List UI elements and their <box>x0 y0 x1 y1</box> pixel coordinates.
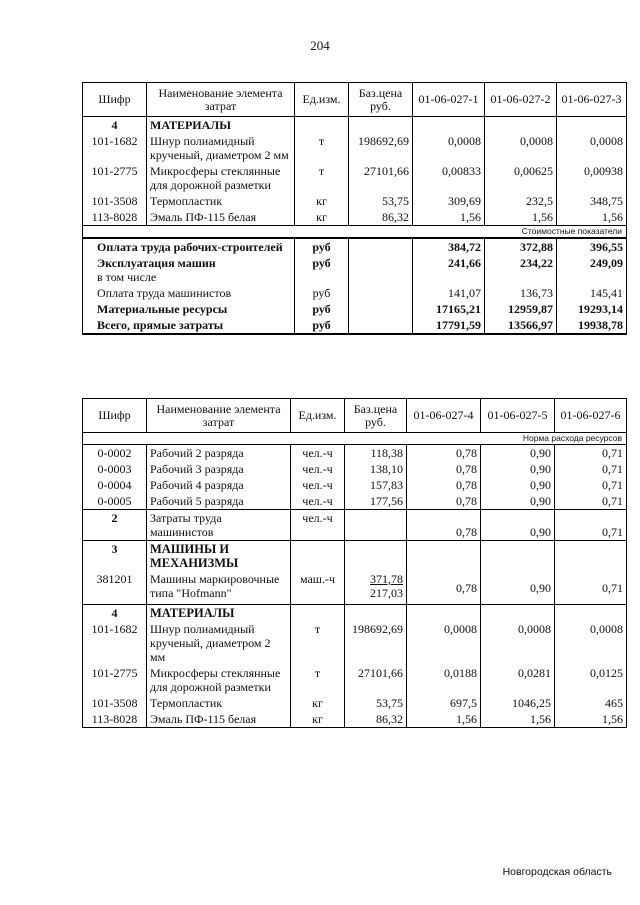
summary-value: 17791,59 <box>413 317 485 334</box>
cell-price-secondary: 217,03 <box>370 586 403 600</box>
header-unit: Ед.изм. <box>295 83 349 117</box>
cell-price: 86,32 <box>345 711 407 728</box>
band-row <box>83 433 627 445</box>
header-col-5: 01-06-027-5 <box>481 399 555 433</box>
cell-name: Рабочий 2 разряда <box>147 445 291 462</box>
table-row <box>83 193 627 209</box>
header-unit: Ед.изм. <box>291 399 345 433</box>
cell-value: 0,78 <box>407 477 481 493</box>
cell-value: 0,00833 <box>413 163 485 193</box>
table-row <box>83 605 627 622</box>
cell-value: 0,0281 <box>481 665 555 695</box>
cell-price: 53,75 <box>349 193 413 209</box>
summary-unit: руб <box>295 317 349 334</box>
cell-name: Термопластик <box>147 695 291 711</box>
cell-value: 0,0008 <box>407 621 481 665</box>
cell-value: 0,71 <box>555 477 627 493</box>
cell-value: 0,00938 <box>557 163 627 193</box>
resource-norm-band: Норма расхода ресурсов <box>83 433 627 445</box>
summary-row <box>83 255 627 285</box>
cell-value: 1,56 <box>407 711 481 728</box>
cell-code: 2 <box>83 510 147 541</box>
summary-value: 19293,14 <box>557 301 627 317</box>
cell-unit: чел.-ч <box>291 493 345 510</box>
summary-row <box>83 285 627 301</box>
cell-name: Эмаль ПФ-115 белая <box>147 209 295 226</box>
cell-code: 4 <box>83 605 147 622</box>
cell-unit: т <box>291 621 345 665</box>
cell-unit: кг <box>291 711 345 728</box>
table-row <box>83 571 627 605</box>
header-price: Баз.цена руб. <box>349 83 413 117</box>
cell-value: 465 <box>555 695 627 711</box>
cell-code: 381201 <box>83 571 147 605</box>
cell-code: 0-0005 <box>83 493 147 510</box>
cell-price: 118,38 <box>345 445 407 462</box>
cell-value: 0,78 <box>407 571 481 605</box>
cell-price: 371,78 <box>370 572 403 586</box>
cell-code: 101-2775 <box>83 163 147 193</box>
table-row <box>83 695 627 711</box>
cell-price: 86,32 <box>349 209 413 226</box>
cell-code: 4 <box>83 117 147 134</box>
cell-value: 0,90 <box>481 493 555 510</box>
cell-value: 1,56 <box>485 209 557 226</box>
cell-name: Рабочий 4 разряда <box>147 477 291 493</box>
cell-unit: кг <box>295 193 349 209</box>
cell-unit: кг <box>295 209 349 226</box>
summary-row <box>83 238 627 255</box>
cell-value: 0,90 <box>481 510 555 541</box>
cell-price: 157,83 <box>345 477 407 493</box>
band-row <box>83 226 627 239</box>
cell-value: 0,78 <box>407 493 481 510</box>
summary-unit: руб <box>295 255 349 285</box>
cell-value: 0,90 <box>481 571 555 605</box>
cell-price: 138,10 <box>345 461 407 477</box>
summary-row <box>83 317 627 334</box>
summary-value: 384,72 <box>413 238 485 255</box>
header-name: Наименование элемента затрат <box>147 399 291 433</box>
cell-unit: чел.-ч <box>291 477 345 493</box>
cell-value: 0,90 <box>481 445 555 462</box>
cell-value: 0,0008 <box>555 621 627 665</box>
table-header-row <box>83 83 627 117</box>
summary-label: Эксплуатация машин <box>97 256 216 270</box>
cell-value: 0,90 <box>481 477 555 493</box>
section-title: МАТЕРИАЛЫ <box>147 117 295 134</box>
cell-unit: чел.-ч <box>291 461 345 477</box>
table-row <box>83 163 627 193</box>
table-row <box>83 541 627 572</box>
cell-unit: кг <box>291 695 345 711</box>
summary-value: 145,41 <box>557 285 627 301</box>
header-code: Шифр <box>83 83 147 117</box>
cell-code: 113-8028 <box>83 711 147 728</box>
table-row <box>83 665 627 695</box>
cell-value: 1,56 <box>481 711 555 728</box>
cell-code: 101-3508 <box>83 193 147 209</box>
section-title: МАТЕРИАЛЫ <box>147 605 291 622</box>
cell-name: Термопластик <box>147 193 295 209</box>
cell-value: 0,71 <box>555 445 627 462</box>
cell-name: Затраты труда машинистов <box>147 510 291 541</box>
cell-name: Эмаль ПФ-115 белая <box>147 711 291 728</box>
cell-code: 0-0003 <box>83 461 147 477</box>
header-col-2: 01-06-027-2 <box>485 83 557 117</box>
resource-table-1 <box>82 82 627 335</box>
cell-price: 27101,66 <box>349 163 413 193</box>
header-col-6: 01-06-027-6 <box>555 399 627 433</box>
cell-price: 177,56 <box>345 493 407 510</box>
cell-value: 697,5 <box>407 695 481 711</box>
cell-value: 0,78 <box>407 445 481 462</box>
cell-value: 0,71 <box>555 493 627 510</box>
summary-unit: руб <box>295 301 349 317</box>
header-col-3: 01-06-027-3 <box>557 83 627 117</box>
header-col-4: 01-06-027-4 <box>407 399 481 433</box>
table-header-row <box>83 399 627 433</box>
cell-value: 1,56 <box>413 209 485 226</box>
header-col-1: 01-06-027-1 <box>413 83 485 117</box>
cell-name: Шнур полиамидный крученый, диаметром 2 мм <box>147 133 295 163</box>
cell-code: 101-1682 <box>83 621 147 665</box>
price-group <box>345 571 407 605</box>
cell-unit: чел.-ч <box>291 510 345 541</box>
section-title: МАШИНЫ И МЕХАНИЗМЫ <box>147 541 291 572</box>
cell-code: 113-8028 <box>83 209 147 226</box>
cell-value: 232,5 <box>485 193 557 209</box>
summary-value: 17165,21 <box>413 301 485 317</box>
cell-value: 348,75 <box>557 193 627 209</box>
summary-value: 12959,87 <box>485 301 557 317</box>
summary-value: 13566,97 <box>485 317 557 334</box>
summary-label: Оплата труда рабочих-строителей <box>83 238 295 255</box>
header-price: Баз.цена руб. <box>345 399 407 433</box>
cell-price: 27101,66 <box>345 665 407 695</box>
cell-code: 101-1682 <box>83 133 147 163</box>
cell-value: 1046,25 <box>481 695 555 711</box>
table-row <box>83 133 627 163</box>
summary-value: 241,66 <box>413 255 485 285</box>
table-row <box>83 711 627 728</box>
summary-value: 136,73 <box>485 285 557 301</box>
cell-value: 1,56 <box>557 209 627 226</box>
footer-region: Новгородская область <box>502 866 612 878</box>
cell-code: 101-3508 <box>83 695 147 711</box>
summary-value: 141,07 <box>413 285 485 301</box>
summary-value: 234,22 <box>485 255 557 285</box>
summary-value: 372,88 <box>485 238 557 255</box>
table-row <box>83 445 627 462</box>
cell-unit: т <box>295 163 349 193</box>
header-code: Шифр <box>83 399 147 433</box>
cell-name: Рабочий 3 разряда <box>147 461 291 477</box>
table-row <box>83 117 627 134</box>
cell-value: 0,0008 <box>485 133 557 163</box>
cell-value: 0,0125 <box>555 665 627 695</box>
cell-code: 0-0004 <box>83 477 147 493</box>
table-row <box>83 621 627 665</box>
cell-code: 0-0002 <box>83 445 147 462</box>
table-row <box>83 477 627 493</box>
cell-value: 0,0188 <box>407 665 481 695</box>
cell-value: 0,78 <box>407 461 481 477</box>
summary-label: Материальные ресурсы <box>83 301 295 317</box>
cell-value: 0,78 <box>407 510 481 541</box>
cost-indicators-band: Стоимостные показатели <box>83 226 627 239</box>
summary-value: 19938,78 <box>557 317 627 334</box>
summary-value: 396,55 <box>557 238 627 255</box>
cell-value: 0,0008 <box>481 621 555 665</box>
cell-name: Микросферы стеклянные для дорожной разметки <box>147 665 291 695</box>
summary-label: Оплата труда машинистов <box>83 285 295 301</box>
cell-name: Машины маркировочные типа "Hofmann" <box>147 571 291 605</box>
summary-row <box>83 301 627 317</box>
cell-value: 0,0008 <box>413 133 485 163</box>
cell-unit: т <box>295 133 349 163</box>
cell-value: 0,0008 <box>557 133 627 163</box>
cell-name: Рабочий 5 разряда <box>147 493 291 510</box>
cell-value: 1,56 <box>555 711 627 728</box>
cell-value: 0,71 <box>555 461 627 477</box>
page-number: 204 <box>310 38 330 53</box>
cell-value: 309,69 <box>413 193 485 209</box>
cell-unit: чел.-ч <box>291 445 345 462</box>
summary-label: Всего, прямые затраты <box>83 317 295 334</box>
cell-name: Шнур полиамидный крученый, диаметром 2 мм <box>147 621 291 665</box>
cell-value: 0,00625 <box>485 163 557 193</box>
cell-code: 101-2775 <box>83 665 147 695</box>
table-row <box>83 461 627 477</box>
table-row <box>83 510 627 541</box>
summary-value: 249,09 <box>557 255 627 285</box>
resource-table-2 <box>82 398 627 728</box>
cell-price: 198692,69 <box>345 621 407 665</box>
cell-value: 0,71 <box>555 510 627 541</box>
cell-unit: т <box>291 665 345 695</box>
cell-value: 0,90 <box>481 461 555 477</box>
summary-unit: руб <box>295 285 349 301</box>
summary-unit: руб <box>295 238 349 255</box>
summary-label-group <box>83 255 295 285</box>
cell-price: 198692,69 <box>349 133 413 163</box>
summary-sublabel: в том числе <box>97 270 157 284</box>
cell-code: 3 <box>83 541 147 572</box>
table-row <box>83 209 627 226</box>
cell-value: 0,71 <box>555 571 627 605</box>
header-name: Наименование элемента затрат <box>147 83 295 117</box>
cell-price: 53,75 <box>345 695 407 711</box>
cell-name: Микросферы стеклянные для дорожной разметки <box>147 163 295 193</box>
cell-unit: маш.-ч <box>291 571 345 605</box>
table-row <box>83 493 627 510</box>
